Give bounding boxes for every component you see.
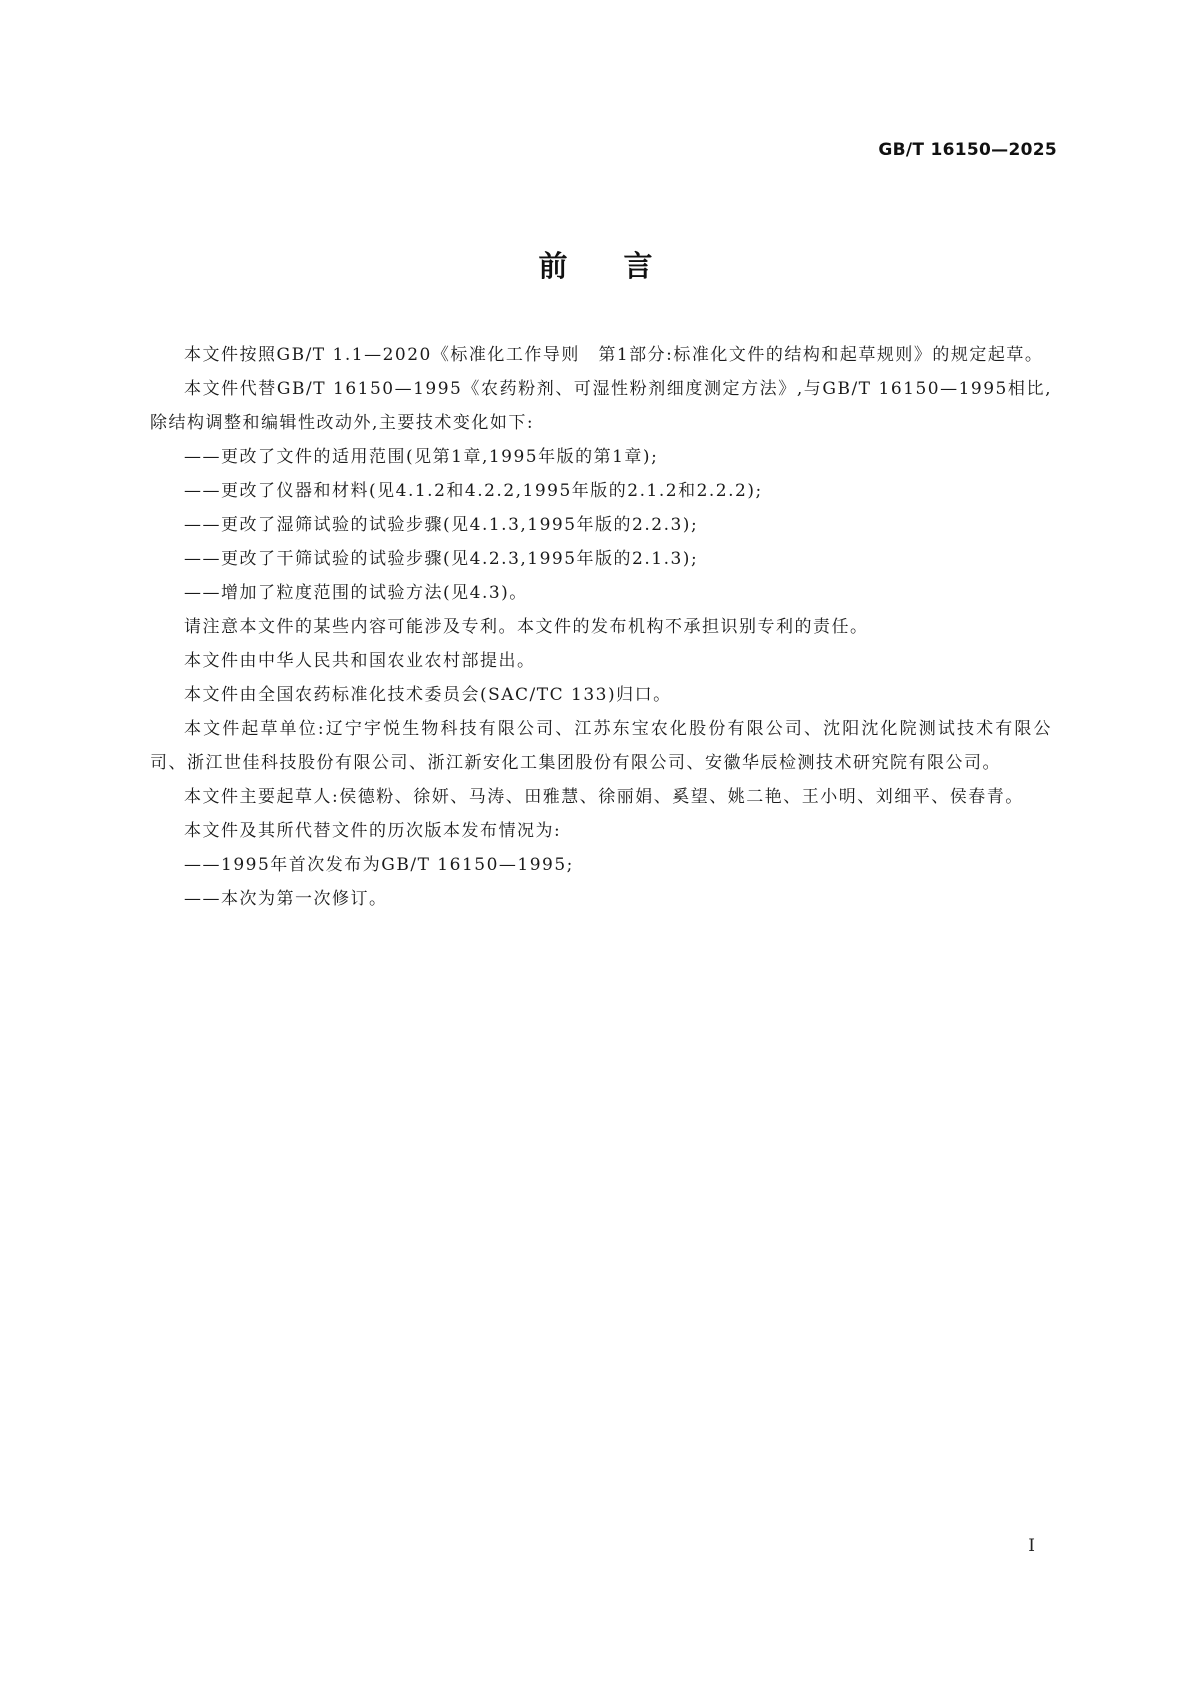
change-item-particle-size: ——增加了粒度范围的试验方法(见4.3)。 — [184, 583, 528, 603]
history-item-first-release: ——1995年首次发布为GB/T 16150—1995; — [184, 855, 574, 875]
change-item-apparatus: ——更改了仪器和材料(见4.1.2和4.2.2,1995年版的2.1.2和2.2.2); — [184, 481, 763, 501]
history-item-revision: ——本次为第一次修订。 — [184, 889, 388, 909]
paragraph-drafters: 本文件主要起草人:侯德粉、徐妍、马涛、田雅慧、徐丽娟、奚望、姚二艳、王小明、刘细平、侯春青。 — [184, 787, 1024, 807]
preface-body — [150, 338, 1052, 916]
paragraph-version-history: 本文件及其所代替文件的历次版本发布情况为: — [184, 821, 562, 841]
paragraph-patent-notice: 请注意本文件的某些内容可能涉及专利。本文件的发布机构不承担识别专利的责任。 — [184, 617, 869, 637]
paragraph-replacement: 本文件代替GB/T 16150—1995《农药粉剂、可湿性粉剂细度测定方法》,与GB/T 16150—1995相比,除结构调整和编辑性改动外,主要技术变化如下: — [150, 379, 1052, 433]
page-title: 前言 — [538, 249, 709, 283]
paragraph-technical-committee: 本文件由全国农药标准化技术委员会(SAC/TC 133)归口。 — [184, 685, 672, 705]
change-item-scope: ——更改了文件的适用范围(见第1章,1995年版的第1章); — [184, 447, 659, 467]
paragraph-drafting-units: 本文件起草单位:辽宁宇悦生物科技有限公司、江苏东宝农化股份有限公司、沈阳沈化院测试技术有限公司、浙江世佳科技股份有限公司、浙江新安化工集团股份有限公司、安徽华辰检测技术研究院有限公司。 — [150, 719, 1052, 773]
paragraph-proposer: 本文件由中华人民共和国农业农村部提出。 — [184, 651, 536, 671]
standard-number: GB/T 16150—2025 — [878, 140, 1057, 160]
change-item-wet-sieve: ——更改了湿筛试验的试验步骤(见4.1.3,1995年版的2.2.3); — [184, 515, 699, 535]
paragraph-drafting-basis: 本文件按照GB/T 1.1—2020《标准化工作导则 第1部分:标准化文件的结构和起草规则》的规定起草。 — [184, 345, 1044, 365]
change-item-dry-sieve: ——更改了干筛试验的试验步骤(见4.2.3,1995年版的2.1.3); — [184, 549, 699, 569]
page-number: I — [1028, 1536, 1035, 1556]
